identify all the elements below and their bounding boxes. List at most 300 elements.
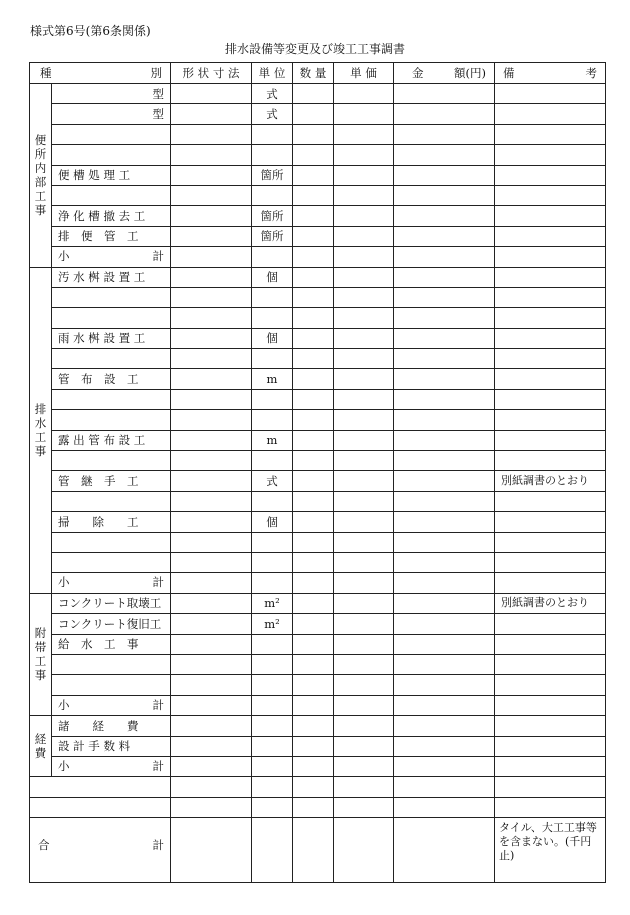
item-label: 雨 水 桝 設 置 工 [52,328,171,348]
value-cell [495,104,606,124]
unit-cell: 箇所 [252,206,293,226]
value-cell [334,165,394,185]
shape-cell [171,410,252,430]
category-drain-char: 水 [34,416,47,431]
category-incidental [30,593,52,715]
document-title: 排水設備等変更及び竣工工事調書 [224,42,405,56]
table-row [30,654,606,674]
value-cell [293,593,334,613]
value-cell [394,695,495,715]
value-cell [334,614,394,634]
category-drain [30,267,52,593]
value-cell [334,552,394,572]
value-cell [252,736,293,756]
shape-cell [171,369,252,389]
unit-cell: m [252,430,293,450]
value-cell [495,736,606,756]
item-label [52,451,171,471]
value-cell [171,736,252,756]
value-cell [293,675,334,695]
subtotal-row [30,247,606,267]
value-cell [293,430,334,450]
value-cell [293,104,334,124]
item-label [52,389,171,409]
header-amount-right: 額(円) [454,66,486,80]
category-incidental-char: 附 [34,626,47,641]
value-cell [394,532,495,552]
value-cell [293,716,334,736]
item-label: 露 出 管 布 設 工 [52,430,171,450]
value-cell [394,247,495,267]
category-toilet-char: 便 [34,133,47,148]
blank-row [30,777,606,797]
value-cell [495,165,606,185]
item-label: 掃 除 工 [52,512,171,532]
unit-cell [252,491,293,511]
value-cell [394,104,495,124]
unit-cell [252,675,293,695]
remarks-cell [495,634,606,654]
table-row [30,675,606,695]
value-cell [394,226,495,246]
table-row [30,104,606,124]
value-cell [334,716,394,736]
header-unit-price: 単 価 [334,63,394,84]
table-row [30,165,606,185]
category-expenses [30,716,52,777]
table-row [30,369,606,389]
remarks-cell [495,349,606,369]
value-cell [293,247,334,267]
item-label: 浄 化 槽 撤 去 工 [52,206,171,226]
unit-cell [252,124,293,144]
value-cell [394,308,495,328]
remarks-cell [495,654,606,674]
value-cell [252,777,293,797]
category-expenses-char: 費 [34,746,47,761]
value-cell [394,430,495,450]
table-body [30,84,606,883]
grand-total-row [30,818,606,883]
value-cell [334,593,394,613]
remarks-cell: 別紙調書のとおり [495,593,606,613]
value-cell [293,777,334,797]
value-cell [394,797,495,817]
unit-cell [252,185,293,205]
category-toilet-char: 所 [34,147,47,162]
value-cell [334,573,394,593]
header-kind [30,63,171,84]
unit-cell [252,145,293,165]
remarks-cell [495,287,606,307]
remarks-cell [495,430,606,450]
category-toilet-char: 事 [34,203,47,218]
value-cell [171,756,252,776]
value-cell [252,247,293,267]
value-cell [334,634,394,654]
value-cell [293,471,334,491]
value-cell [394,654,495,674]
value-cell [394,165,495,185]
category-drain-char: 事 [34,444,47,459]
shape-cell [171,165,252,185]
value-cell [394,206,495,226]
subtotal-row [30,756,606,776]
value-cell [334,349,394,369]
unit-cell: 箇所 [252,165,293,185]
shape-cell [171,328,252,348]
shape-cell [171,185,252,205]
category-toilet-char: 部 [34,175,47,190]
unit-cell [252,349,293,369]
shape-cell [171,104,252,124]
value-cell [495,695,606,715]
table-row [30,226,606,246]
item-label: コンクリート復旧工 [52,614,171,634]
header-quantity: 数 量 [293,63,334,84]
value-cell [334,532,394,552]
table-row [30,349,606,369]
item-label: コンクリート取壊工 [52,593,171,613]
unit-cell [252,532,293,552]
unit-cell [252,654,293,674]
value-cell [334,777,394,797]
table-row [30,552,606,572]
value-cell [293,165,334,185]
shape-cell [171,267,252,287]
shape-cell [171,451,252,471]
shape-cell [171,145,252,165]
blank-label-cell [30,777,171,797]
remarks-cell [495,328,606,348]
header-amount [394,63,495,84]
shape-cell [171,308,252,328]
value-cell [334,328,394,348]
value-cell [293,573,334,593]
value-cell [293,552,334,572]
value-cell [334,124,394,144]
header-kind-left: 種 [40,66,52,80]
header-unit: 単 位 [252,63,293,84]
remarks-cell [495,267,606,287]
value-cell [293,206,334,226]
value-cell [293,267,334,287]
value-cell [394,552,495,572]
shape-cell [171,226,252,246]
value-cell [293,287,334,307]
unit-cell: 式 [252,84,293,104]
unit-cell [252,389,293,409]
unit-cell [252,287,293,307]
blank-label-cell [30,797,171,817]
value-cell [252,716,293,736]
unit-cell: 個 [252,267,293,287]
grand-total-right: 計 [152,838,164,853]
shape-cell [171,389,252,409]
table-row [30,328,606,348]
item-label: 型 [52,84,171,104]
shape-cell [171,634,252,654]
value-cell [171,573,252,593]
shape-cell [171,654,252,674]
unit-cell: m² [252,614,293,634]
value-cell [334,512,394,532]
item-label [52,349,171,369]
grand-total-value-cell [171,818,252,883]
value-cell [394,185,495,205]
value-cell [334,797,394,817]
shape-cell [171,124,252,144]
value-cell [171,716,252,736]
header-remarks [495,63,606,84]
value-cell [394,716,495,736]
value-cell [394,736,495,756]
category-drain-char: 排 [34,402,47,417]
grand-total-note: タイル、大工工事等を含まない。(千円止) [495,818,606,883]
table-row [30,491,606,511]
value-cell [334,410,394,430]
value-cell [394,675,495,695]
remarks-cell [495,308,606,328]
category-incidental-char: 帯 [34,640,47,655]
subtotal-right: 計 [152,758,164,773]
shape-cell [171,471,252,491]
value-cell [394,573,495,593]
remarks-cell [495,410,606,430]
subtotal-right: 計 [152,575,164,590]
item-label [52,654,171,674]
header-shape: 形 状 寸 法 [171,63,252,84]
value-cell [334,430,394,450]
value-cell [394,369,495,389]
value-cell [334,308,394,328]
remarks-cell [495,451,606,471]
remarks-cell [495,512,606,532]
value-cell [334,287,394,307]
value-cell [293,349,334,369]
header-kind-right: 別 [150,66,162,80]
value-cell [171,695,252,715]
category-incidental-char: 工 [34,654,47,669]
value-cell [293,328,334,348]
value-cell [394,756,495,776]
header-remarks-right: 考 [585,66,597,80]
blank-row [30,797,606,817]
value-cell [394,349,495,369]
value-cell [334,247,394,267]
unit-cell [252,308,293,328]
value-cell [293,512,334,532]
category-toilet-char: 内 [34,161,47,176]
item-label [52,410,171,430]
unit-cell [252,451,293,471]
value-cell [495,84,606,104]
item-label: 便 槽 処 理 工 [52,165,171,185]
table-row [30,634,606,654]
table-row [30,389,606,409]
table-row [30,124,606,144]
construction-record-table [29,62,606,883]
value-cell [394,328,495,348]
unit-cell [252,634,293,654]
shape-cell [171,349,252,369]
value-cell [394,124,495,144]
value-cell [495,226,606,246]
value-cell [394,593,495,613]
item-label [52,124,171,144]
value-cell [334,206,394,226]
value-cell [293,532,334,552]
remarks-cell [495,675,606,695]
unit-cell [252,410,293,430]
subtotal-right: 計 [152,697,164,712]
value-cell [293,614,334,634]
value-cell [495,206,606,226]
remarks-cell [495,369,606,389]
shape-cell [171,430,252,450]
value-cell [495,145,606,165]
value-cell [171,247,252,267]
form-number-label: 様式第6号(第6条関係) [30,24,151,38]
table-row [30,736,606,756]
shape-cell [171,675,252,695]
unit-cell: m² [252,593,293,613]
value-cell [495,756,606,776]
value-cell [334,369,394,389]
item-label: 設 計 手 数 料 [52,736,171,756]
item-label [52,308,171,328]
table-row [30,532,606,552]
value-cell [334,267,394,287]
unit-cell: m [252,369,293,389]
item-label [52,552,171,572]
item-label [52,185,171,205]
category-drain-char: 工 [34,430,47,445]
value-cell [334,145,394,165]
value-cell [334,226,394,246]
expenses-subtotal [52,756,171,776]
shape-cell [171,84,252,104]
remarks-cell [495,532,606,552]
subtotal-right: 計 [152,249,164,264]
remarks-cell: 別紙調書のとおり [495,471,606,491]
item-label: 給 水 工 事 [52,634,171,654]
category-toilet [30,84,52,268]
shape-cell [171,614,252,634]
value-cell [293,654,334,674]
item-label [52,287,171,307]
value-cell [334,736,394,756]
remarks-cell [495,614,606,634]
value-cell [394,491,495,511]
subtotal-left: 小 [58,575,70,590]
item-label: 管 布 設 工 [52,369,171,389]
value-cell [334,389,394,409]
value-cell [495,777,606,797]
item-label [52,675,171,695]
table-row [30,206,606,226]
header-remarks-left: 備 [503,66,515,80]
grand-total-label [30,818,171,883]
subtotal-left: 小 [58,697,70,712]
item-label [52,532,171,552]
unit-cell: 式 [252,104,293,124]
shape-cell [171,512,252,532]
value-cell [293,389,334,409]
table-row [30,614,606,634]
shape-cell [171,491,252,511]
subtotal-row [30,573,606,593]
header-amount-left: 金 [412,66,424,80]
value-cell [252,797,293,817]
item-label: 型 [52,104,171,124]
value-cell [394,145,495,165]
table-row [30,451,606,471]
value-cell [334,654,394,674]
value-cell [171,777,252,797]
value-cell [334,471,394,491]
value-cell [293,634,334,654]
value-cell [394,287,495,307]
shape-cell [171,206,252,226]
value-cell [394,451,495,471]
table-row [30,593,606,613]
table-row [30,84,606,104]
unit-cell: 個 [252,512,293,532]
value-cell [495,797,606,817]
value-cell [293,84,334,104]
value-cell [394,634,495,654]
grand-total-value-cell [394,818,495,883]
value-cell [334,756,394,776]
table-row [30,430,606,450]
subtotal-row [30,695,606,715]
value-cell [334,695,394,715]
table-row [30,185,606,205]
unit-cell: 個 [252,328,293,348]
table-row [30,716,606,736]
value-cell [394,267,495,287]
item-label: 排 便 管 工 [52,226,171,246]
value-cell [394,512,495,532]
value-cell [334,104,394,124]
value-cell [171,797,252,817]
incidental-subtotal [52,695,171,715]
value-cell [293,736,334,756]
table-row [30,512,606,532]
value-cell [495,716,606,736]
table-row [30,145,606,165]
unit-cell: 箇所 [252,226,293,246]
value-cell [293,308,334,328]
category-incidental-char: 事 [34,668,47,683]
item-label [52,145,171,165]
grand-total-value-cell [293,818,334,883]
remarks-cell [495,389,606,409]
value-cell [252,573,293,593]
value-cell [495,124,606,144]
shape-cell [171,593,252,613]
toilet-subtotal [52,247,171,267]
value-cell [293,369,334,389]
value-cell [495,247,606,267]
value-cell [334,84,394,104]
table-row [30,471,606,491]
drain-subtotal [52,573,171,593]
unit-cell: 式 [252,471,293,491]
value-cell [334,185,394,205]
value-cell [293,185,334,205]
